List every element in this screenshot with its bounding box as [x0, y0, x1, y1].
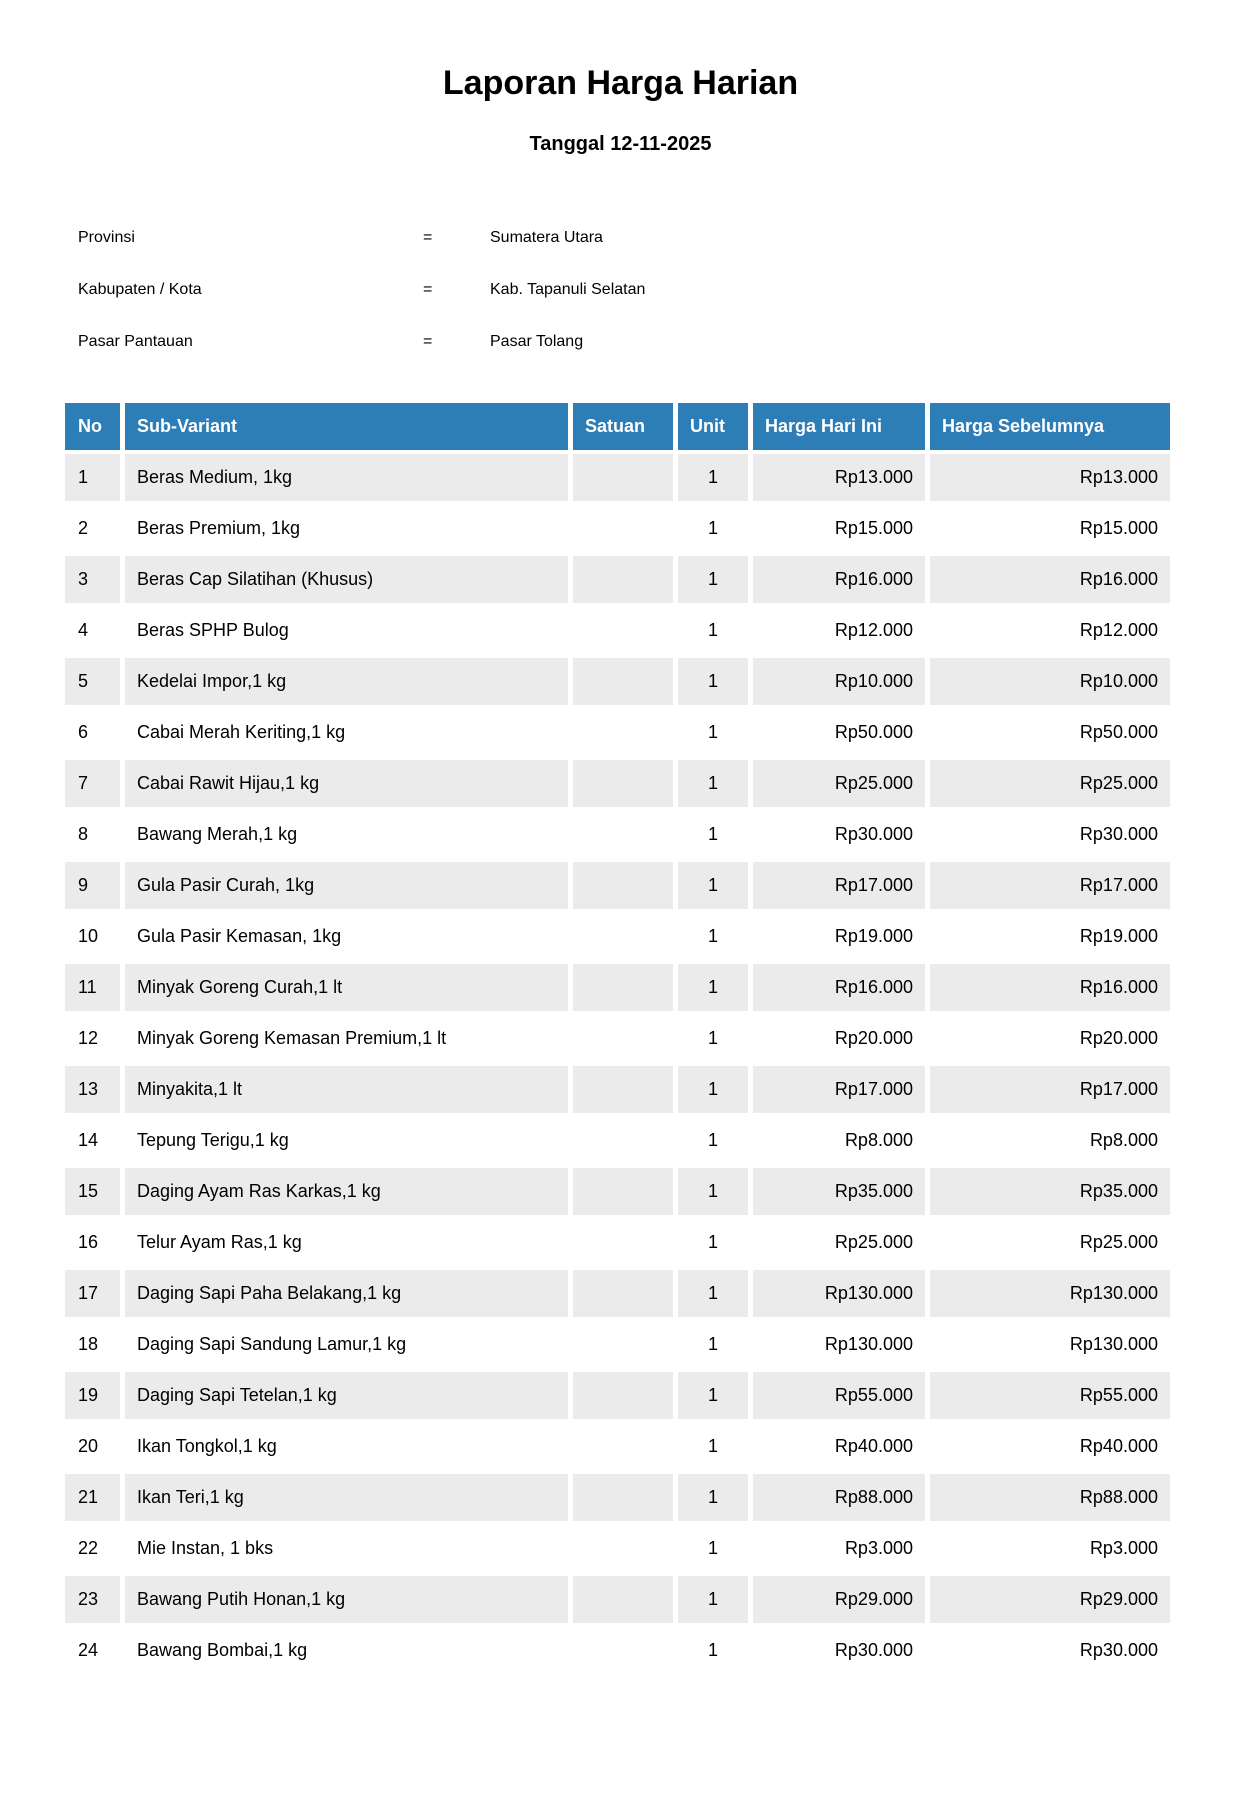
table-row — [65, 964, 1170, 1011]
cell-sub-variant: Minyak Goreng Kemasan Premium,1 lt — [137, 1028, 447, 1048]
cell-harga-sebelumnya: Rp130.000 — [1069, 1334, 1158, 1354]
cell-sub-variant: Minyakita,1 lt — [125, 1066, 568, 1113]
cell-harga-hari-ini: Rp16.000 — [753, 556, 925, 603]
cell-no: 17 — [65, 1270, 120, 1317]
cell-unit: 1 — [678, 1066, 748, 1113]
cell-no: 10 — [78, 926, 99, 946]
cell-harga-hari-ini: Rp20.000 — [834, 1028, 913, 1048]
cell-satuan — [573, 1117, 673, 1164]
table-row — [65, 760, 1170, 807]
cell-harga-sebelumnya: Rp40.000 — [1079, 1436, 1158, 1456]
table-row — [65, 913, 1170, 960]
cell-harga-hari-ini: Rp19.000 — [834, 926, 913, 946]
cell-no: 9 — [65, 862, 120, 909]
column-header-unit: Unit — [678, 403, 748, 450]
cell-sub-variant: Gula Pasir Curah, 1kg — [125, 862, 568, 909]
table-row — [65, 1219, 1170, 1266]
meta-row-pasar-pantauan — [78, 316, 1241, 368]
cell-sub-variant: Bawang Merah,1 kg — [137, 824, 298, 844]
table-row — [65, 1423, 1170, 1470]
table-row — [65, 1015, 1170, 1062]
cell-satuan — [573, 1219, 673, 1266]
cell-unit: 1 — [678, 1474, 748, 1521]
cell-satuan — [573, 1168, 673, 1215]
table-row — [65, 1627, 1170, 1674]
meta-label: Pasar Pantauan — [78, 333, 193, 350]
cell-satuan — [573, 1576, 673, 1623]
cell-unit: 1 — [678, 964, 748, 1011]
cell-harga-hari-ini: Rp17.000 — [753, 1066, 925, 1113]
cell-satuan — [573, 1474, 673, 1521]
price-table-header — [65, 403, 1170, 450]
cell-unit: 1 — [678, 454, 748, 501]
cell-no: 23 — [65, 1576, 120, 1623]
cell-unit: 1 — [678, 1168, 748, 1215]
cell-harga-hari-ini: Rp130.000 — [753, 1270, 925, 1317]
cell-unit: 1 — [678, 1270, 748, 1317]
cell-satuan — [573, 1270, 673, 1317]
table-row — [65, 709, 1170, 756]
cell-satuan — [573, 709, 673, 756]
cell-satuan — [573, 811, 673, 858]
table-row — [65, 811, 1170, 858]
cell-harga-hari-ini: Rp13.000 — [753, 454, 925, 501]
cell-harga-hari-ini: Rp29.000 — [753, 1576, 925, 1623]
cell-sub-variant: Bawang Bombai,1 kg — [137, 1640, 308, 1660]
cell-no: 18 — [78, 1334, 99, 1354]
cell-satuan — [573, 1321, 673, 1368]
cell-harga-hari-ini: Rp50.000 — [834, 722, 913, 742]
cell-harga-sebelumnya: Rp30.000 — [1079, 824, 1158, 844]
cell-satuan — [573, 760, 673, 807]
cell-no: 14 — [78, 1130, 99, 1150]
report-date: Tanggal 12-11-2025 — [529, 133, 712, 155]
meta-value: Kab. Tapanuli Selatan — [490, 281, 646, 298]
cell-harga-sebelumnya: Rp30.000 — [1079, 1640, 1158, 1660]
table-row — [65, 1525, 1170, 1572]
column-header-harga-hari-ini: Harga Hari Ini — [753, 403, 925, 450]
header-row — [65, 403, 1170, 450]
cell-harga-hari-ini: Rp130.000 — [824, 1334, 913, 1354]
cell-harga-sebelumnya: Rp20.000 — [1079, 1028, 1158, 1048]
table-row — [65, 1168, 1170, 1215]
cell-no: 13 — [65, 1066, 120, 1113]
cell-satuan — [573, 658, 673, 705]
cell-unit: 1 — [707, 518, 718, 538]
cell-sub-variant: Mie Instan, 1 bks — [137, 1538, 274, 1558]
meta-row-kabupaten-kota — [78, 264, 1241, 316]
price-table — [60, 399, 1175, 1678]
cell-no: 20 — [78, 1436, 99, 1456]
cell-harga-hari-ini: Rp40.000 — [834, 1436, 913, 1456]
cell-sub-variant: Beras SPHP Bulog — [137, 620, 289, 640]
cell-sub-variant: Tepung Terigu,1 kg — [137, 1130, 289, 1150]
cell-unit: 1 — [707, 926, 718, 946]
cell-no: 21 — [65, 1474, 120, 1521]
cell-harga-hari-ini: Rp30.000 — [834, 824, 913, 844]
cell-unit: 1 — [678, 556, 748, 603]
cell-harga-sebelumnya: Rp130.000 — [930, 1270, 1170, 1317]
cell-harga-hari-ini: Rp17.000 — [753, 862, 925, 909]
equals-sign: = — [423, 281, 433, 298]
cell-no: 1 — [65, 454, 120, 501]
cell-harga-sebelumnya: Rp50.000 — [1079, 722, 1158, 742]
cell-satuan — [573, 964, 673, 1011]
cell-harga-sebelumnya: Rp17.000 — [930, 1066, 1170, 1113]
cell-satuan — [573, 454, 673, 501]
cell-no: 2 — [78, 518, 89, 538]
table-row — [65, 454, 1170, 501]
cell-harga-sebelumnya: Rp25.000 — [930, 760, 1170, 807]
cell-no: 16 — [78, 1232, 99, 1252]
equals-sign: = — [423, 229, 433, 246]
cell-sub-variant: Daging Ayam Ras Karkas,1 kg — [125, 1168, 568, 1215]
cell-harga-hari-ini: Rp55.000 — [753, 1372, 925, 1419]
cell-no: 15 — [65, 1168, 120, 1215]
cell-unit: 1 — [707, 824, 718, 844]
cell-unit: 1 — [707, 1334, 718, 1354]
cell-harga-sebelumnya: Rp12.000 — [1079, 620, 1158, 640]
table-row — [65, 1270, 1170, 1317]
cell-satuan — [573, 1015, 673, 1062]
cell-unit: 1 — [707, 1538, 718, 1558]
cell-harga-hari-ini: Rp8.000 — [844, 1130, 913, 1150]
price-table-body — [65, 454, 1170, 1674]
table-row — [65, 1372, 1170, 1419]
cell-satuan — [573, 556, 673, 603]
cell-no: 24 — [78, 1640, 99, 1660]
cell-sub-variant: Cabai Merah Keriting,1 kg — [137, 722, 346, 742]
cell-harga-hari-ini: Rp15.000 — [834, 518, 913, 538]
cell-no: 4 — [78, 620, 89, 640]
cell-unit: 1 — [707, 1232, 718, 1252]
meta-row-provinsi — [78, 212, 1241, 264]
cell-unit: 1 — [678, 862, 748, 909]
cell-sub-variant: Beras Cap Silatihan (Khusus) — [125, 556, 568, 603]
cell-sub-variant: Gula Pasir Kemasan, 1kg — [137, 926, 342, 946]
cell-harga-sebelumnya: Rp17.000 — [930, 862, 1170, 909]
cell-no: 8 — [78, 824, 89, 844]
cell-harga-sebelumnya: Rp19.000 — [1079, 926, 1158, 946]
cell-satuan — [573, 607, 673, 654]
cell-unit: 1 — [707, 1130, 718, 1150]
page-title: Laporan Harga Harian — [442, 64, 799, 102]
column-header-satuan: Satuan — [573, 403, 673, 450]
table-row — [65, 658, 1170, 705]
cell-harga-sebelumnya: Rp13.000 — [930, 454, 1170, 501]
cell-harga-sebelumnya: Rp88.000 — [930, 1474, 1170, 1521]
cell-satuan — [573, 862, 673, 909]
meta-value: Pasar Tolang — [490, 333, 584, 350]
table-row — [65, 1321, 1170, 1368]
cell-no: 5 — [65, 658, 120, 705]
column-header-harga-sebelumnya: Harga Sebelumnya — [930, 403, 1170, 450]
cell-harga-hari-ini: Rp25.000 — [834, 1232, 913, 1252]
column-header-sub-variant: Sub-Variant — [125, 403, 568, 450]
cell-harga-sebelumnya: Rp55.000 — [930, 1372, 1170, 1419]
cell-no: 6 — [78, 722, 89, 742]
cell-unit: 1 — [678, 658, 748, 705]
cell-harga-sebelumnya: Rp16.000 — [930, 556, 1170, 603]
table-row — [65, 607, 1170, 654]
cell-no: 11 — [65, 964, 120, 1011]
report-page — [0, 64, 1241, 1678]
meta-label: Provinsi — [78, 229, 135, 246]
cell-sub-variant: Cabai Rawit Hijau,1 kg — [125, 760, 568, 807]
cell-sub-variant: Bawang Putih Honan,1 kg — [125, 1576, 568, 1623]
table-row — [65, 1474, 1170, 1521]
column-header-no: No — [65, 403, 120, 450]
cell-harga-hari-ini: Rp30.000 — [834, 1640, 913, 1660]
cell-harga-sebelumnya: Rp16.000 — [930, 964, 1170, 1011]
cell-harga-hari-ini: Rp16.000 — [753, 964, 925, 1011]
equals-sign: = — [423, 333, 433, 350]
cell-satuan — [573, 1423, 673, 1470]
cell-unit: 1 — [707, 1028, 718, 1048]
cell-satuan — [573, 913, 673, 960]
cell-unit: 1 — [707, 1436, 718, 1456]
cell-harga-hari-ini: Rp12.000 — [834, 620, 913, 640]
cell-satuan — [573, 1372, 673, 1419]
cell-harga-hari-ini: Rp3.000 — [844, 1538, 913, 1558]
meta-value: Sumatera Utara — [490, 229, 603, 246]
cell-harga-hari-ini: Rp88.000 — [753, 1474, 925, 1521]
table-row — [65, 862, 1170, 909]
cell-unit: 1 — [678, 1576, 748, 1623]
cell-no: 7 — [65, 760, 120, 807]
cell-harga-sebelumnya: Rp15.000 — [1079, 518, 1158, 538]
cell-harga-sebelumnya: Rp35.000 — [930, 1168, 1170, 1215]
cell-no: 12 — [78, 1028, 99, 1048]
cell-satuan — [573, 1525, 673, 1572]
cell-satuan — [573, 1627, 673, 1674]
table-row — [65, 1576, 1170, 1623]
cell-sub-variant: Daging Sapi Paha Belakang,1 kg — [125, 1270, 568, 1317]
cell-sub-variant: Beras Premium, 1kg — [137, 518, 301, 538]
cell-harga-sebelumnya: Rp3.000 — [1089, 1538, 1158, 1558]
cell-no: 22 — [78, 1538, 99, 1558]
cell-unit: 1 — [707, 722, 718, 742]
cell-unit: 1 — [678, 760, 748, 807]
cell-harga-sebelumnya: Rp29.000 — [930, 1576, 1170, 1623]
table-row — [65, 1066, 1170, 1113]
report-meta — [78, 212, 1241, 368]
table-row — [65, 1117, 1170, 1164]
cell-harga-hari-ini: Rp25.000 — [753, 760, 925, 807]
cell-sub-variant: Daging Sapi Sandung Lamur,1 kg — [137, 1334, 407, 1354]
cell-unit: 1 — [707, 1640, 718, 1660]
cell-harga-sebelumnya: Rp8.000 — [1089, 1130, 1158, 1150]
cell-unit: 1 — [707, 620, 718, 640]
cell-sub-variant: Telur Ayam Ras,1 kg — [137, 1232, 302, 1252]
cell-satuan — [573, 1066, 673, 1113]
meta-label: Kabupaten / Kota — [78, 281, 202, 298]
cell-harga-hari-ini: Rp35.000 — [753, 1168, 925, 1215]
table-row — [65, 556, 1170, 603]
cell-sub-variant: Beras Medium, 1kg — [125, 454, 568, 501]
cell-no: 19 — [65, 1372, 120, 1419]
cell-sub-variant: Daging Sapi Tetelan,1 kg — [125, 1372, 568, 1419]
table-row — [65, 505, 1170, 552]
cell-sub-variant: Minyak Goreng Curah,1 lt — [125, 964, 568, 1011]
cell-satuan — [573, 505, 673, 552]
cell-sub-variant: Ikan Tongkol,1 kg — [137, 1436, 277, 1456]
cell-sub-variant: Kedelai Impor,1 kg — [125, 658, 568, 705]
cell-sub-variant: Ikan Teri,1 kg — [125, 1474, 568, 1521]
cell-harga-hari-ini: Rp10.000 — [753, 658, 925, 705]
cell-no: 3 — [65, 556, 120, 603]
cell-unit: 1 — [678, 1372, 748, 1419]
cell-harga-sebelumnya: Rp10.000 — [930, 658, 1170, 705]
cell-harga-sebelumnya: Rp25.000 — [1079, 1232, 1158, 1252]
